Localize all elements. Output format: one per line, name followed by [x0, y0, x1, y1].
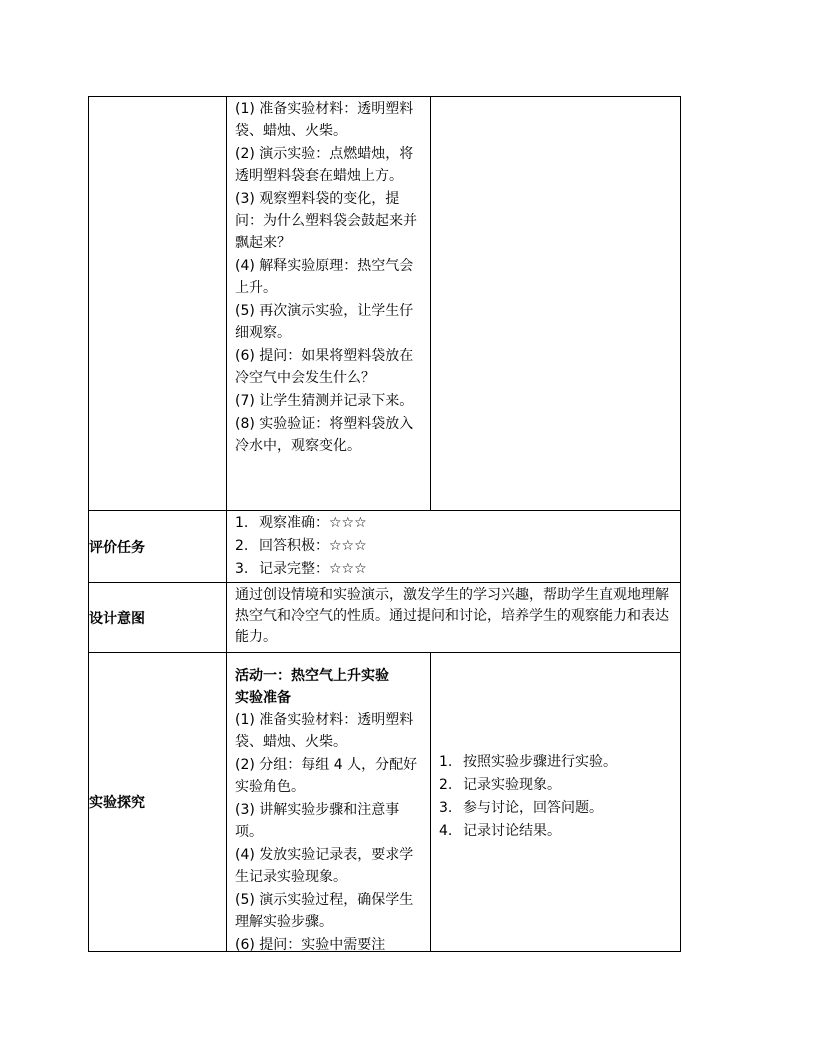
- list-item: (8) 实验验证：将塑料袋放入冷水中，观察变化。: [235, 416, 414, 454]
- list-item: (5) 演示实验过程，确保学生理解实验步骤。: [235, 892, 414, 930]
- list-item: (2) 演示实验：点燃蜡烛，将透明塑料袋套在蜡烛上方。: [235, 146, 414, 184]
- list-item: (4) 解释实验原理：热空气会上升。: [235, 258, 414, 296]
- design-cell: [227, 583, 681, 653]
- design-intent-text: 通过创设情境和实验演示，激发学生的学习兴趣，帮助学生直观地理解热空气和冷空气的性质。通过提问和讨论，培养学生的观察能力和表达能力。: [235, 587, 669, 645]
- row1-label-cell: [89, 97, 227, 511]
- list-item: (4) 发放实验记录表，要求学生记录实验现象。: [235, 847, 414, 885]
- table-row: [89, 511, 681, 583]
- list-item: 2. 记录实验现象。: [439, 777, 561, 793]
- list-item: 4. 记录讨论结果。: [439, 823, 561, 839]
- list-item: (3) 讲解实验步骤和注意事项。: [235, 802, 400, 840]
- list-item: 3. 记录完整：☆☆☆: [235, 561, 367, 577]
- row1-student-cell: [431, 97, 681, 511]
- activity-title: 活动一：热空气上升实验: [235, 668, 389, 684]
- list-item: (7) 让学生猜测并记录下来。: [235, 393, 414, 409]
- list-item: (5) 再次演示实验，让学生仔细观察。: [235, 303, 414, 341]
- experiment-teacher-cell: [227, 653, 431, 952]
- row1-teacher-cell: [227, 97, 431, 511]
- evaluation-cell: [227, 511, 681, 583]
- list-item: (2) 分组：每组 4 人，分配好实验角色。: [235, 757, 418, 795]
- table-row: [89, 653, 681, 952]
- list-item: (6) 提问：实验中需要注: [235, 937, 386, 951]
- experiment-student-cell: [431, 653, 681, 952]
- list-item: 1. 按照实验步骤进行实验。: [439, 754, 617, 770]
- list-item: 3. 参与讨论，回答问题。: [439, 800, 603, 816]
- experiment-label: 实验探究: [89, 653, 227, 952]
- evaluation-label: 评价任务: [89, 511, 227, 583]
- design-label: 设计意图: [89, 583, 227, 653]
- prep-title: 实验准备: [235, 690, 291, 706]
- list-item: 2. 回答积极：☆☆☆: [235, 538, 367, 554]
- table-row: [89, 583, 681, 653]
- list-item: (1) 准备实验材料：透明塑料袋、蜡烛、火柴。: [235, 712, 414, 750]
- list-item: (1) 准备实验材料：透明塑料袋、蜡烛、火柴。: [235, 101, 414, 139]
- lesson-plan-table: [88, 96, 681, 952]
- list-item: (3) 观察塑料袋的变化，提问：为什么塑料袋会鼓起来并飘起来？: [235, 191, 417, 251]
- table-row: [89, 97, 681, 511]
- list-item: (6) 提问：如果将塑料袋放在冷空气中会发生什么？: [235, 348, 414, 386]
- list-item: 1. 观察准确：☆☆☆: [235, 515, 367, 531]
